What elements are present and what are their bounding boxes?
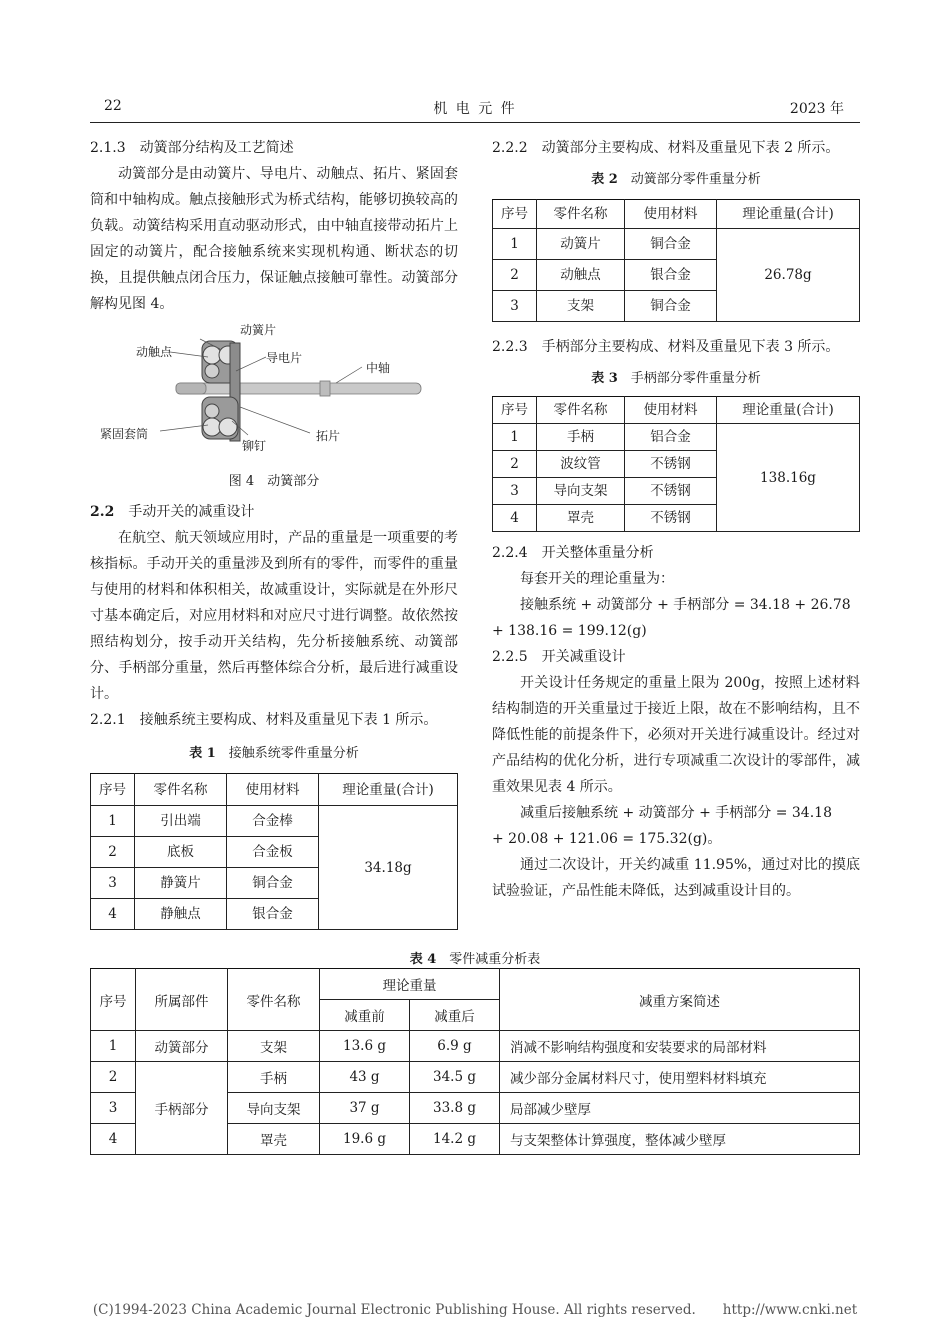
table-header: 零件名称 [537,200,625,229]
table-header: 减重方案简述 [500,969,860,1031]
table-cell: 33.8 g [410,1093,500,1124]
table-1-title: 接触系统零件重量分析 [228,746,359,761]
label-fastening-sleeve: 紧固套筒 [100,427,149,441]
section-2-2-5-heading: 2.2.5 开关减重设计 [492,649,626,665]
table-cell: 铜合金 [625,291,717,322]
table-cell: 导向支架 [228,1093,320,1124]
table-row [91,806,458,837]
table-cell: 13.6 g [320,1031,410,1062]
section-2-2-4-heading: 2.2.4 开关整体重量分析 [492,545,654,561]
table-header: 序号 [91,969,136,1031]
label-rivet: 铆钉 [242,439,267,453]
total-weight-equation: 接触系统 + 动簧部分 + 手柄部分 = 34.18 + 26.78 [520,597,851,613]
table-cell: 动簧部分 [136,1031,228,1062]
reduced-weight-equation: 减重后接触系统 + 动簧部分 + 手柄部分 = 34.18 [520,805,832,821]
section-2-2-1-heading: 2.2.1 接触系统主要构成、材料及重量见下表 1 所示。 [90,712,438,728]
table-row [91,1062,860,1093]
table-cell: 引出端 [135,806,227,837]
table-cell: 14.2 g [410,1124,500,1155]
table-cell: 合金棒 [227,806,319,837]
table-cell: 不锈钢 [625,505,717,532]
table-cell: 减少部分金属材料尺寸，使用塑料材料填充 [500,1062,860,1093]
table-header: 零件名称 [228,969,320,1031]
copyright-footer: (C)1994-2023 China Academic Journal Electronic Publishing House. All rights reserved. http://www.cnki.net [92,1302,858,1318]
table-header: 使用材料 [227,774,319,806]
table-total-cell: 26.78g [717,229,860,322]
table-cell: 19.6 g [320,1124,410,1155]
table-cell: 静触点 [135,899,227,930]
table-total-cell: 138.16g [717,424,860,532]
table-cell: 动簧片 [537,229,625,260]
table-header-row [91,969,860,1000]
table-cell: 动触点 [537,260,625,291]
table-header: 零件名称 [135,774,227,806]
journal-year: 2023 年 [789,101,844,117]
table-4-caption [90,948,860,967]
table-header: 减重前 [320,1000,410,1031]
section-2-2-heading [90,499,458,525]
table-row [493,424,860,451]
table-cell: 与支架整体计算强度，整体减少壁厚 [500,1124,860,1155]
table-cell: 2 [91,837,135,868]
table-2-title: 动簧部分零件重量分析 [630,172,761,187]
table-4-number: 表 4 [409,952,437,967]
table-cell: 2 [493,260,537,291]
section-2-1-3-heading: 2.1.3 动簧部分结构及工艺简述 [90,140,294,156]
table-header-row [91,774,458,806]
section-2-2-title: 手动开关的减重设计 [128,504,255,520]
journal-title: 机 电 元 件 [433,101,517,117]
section-2-2-3-heading: 2.2.3 手柄部分主要构成、材料及重量见下表 3 所示。 [492,339,840,355]
table-cell: 43 g [320,1062,410,1093]
table-cell: 支架 [537,291,625,322]
table-header: 序号 [91,774,135,806]
table-2-number: 表 2 [591,172,618,187]
table-cell: 手柄 [228,1062,320,1093]
section-2-2-2-heading: 2.2.2 动簧部分主要构成、材料及重量见下表 2 所示。 [492,140,840,156]
label-moving-spring: 动簧片 [240,323,277,337]
table-header: 所属部件 [136,969,228,1031]
page-number: 22 [104,98,122,114]
right-column [492,135,860,904]
table-cell: 不锈钢 [625,478,717,505]
table-cell: 6.9 g [410,1031,500,1062]
table-2-caption [492,167,860,193]
table-cell: 静簧片 [135,868,227,899]
table-cell: 手柄部分 [136,1062,228,1155]
table-cell: 3 [91,1093,136,1124]
table-4-title: 零件减重分析表 [449,952,541,967]
table-cell: 1 [91,1031,136,1062]
table-cell: 底板 [135,837,227,868]
table-row [493,229,860,260]
table-1 [90,773,458,930]
table-cell: 罩壳 [537,505,625,532]
figure-4 [90,325,458,495]
table-cell: 铜合金 [625,229,717,260]
table-cell: 合金板 [227,837,319,868]
table-1-number: 表 1 [189,746,216,761]
table-3-caption [492,366,860,392]
total-weight-result: + 138.16 = 199.12(g) [492,623,647,639]
label-moving-contact: 动触点 [136,345,173,359]
table-cell: 37 g [320,1093,410,1124]
table-3-title: 手柄部分零件重量分析 [630,371,761,386]
table-header: 理论重量 [320,969,500,1000]
table-cell: 2 [493,451,537,478]
table-header: 使用材料 [625,200,717,229]
table-cell: 手柄 [537,424,625,451]
table-cell: 34.5 g [410,1062,500,1093]
table-cell: 4 [91,1124,136,1155]
table-cell: 3 [91,868,135,899]
table-cell: 4 [493,505,537,532]
section-2-2-number: 2.2 [90,504,115,520]
table-cell: 消减不影响结构强度和安装要求的局部材料 [500,1031,860,1062]
table-header: 零件名称 [537,397,625,424]
table-header: 理论重量(合计) [717,397,860,424]
table-cell: 铝合金 [625,424,717,451]
table-cell: 波纹管 [537,451,625,478]
label-extension-piece: 拓片 [316,429,341,443]
figure-4-caption: 图 4 动簧部分 [228,474,320,489]
table-cell: 3 [493,478,537,505]
table-cell: 银合金 [625,260,717,291]
table-1-caption [90,741,458,767]
table-cell: 银合金 [227,899,319,930]
label-conductive-plate: 导电片 [266,351,303,365]
table-cell: 1 [91,806,135,837]
table-total-cell: 34.18g [319,806,458,930]
conclusion-paragraph: 通过二次设计，开关约减重 11.95%，通过对比的摸底试验验证，产品性能未降低，达到减重设计目的。 [492,857,860,899]
table-header: 理论重量(合计) [319,774,458,806]
table-cell: 1 [493,229,537,260]
table-header: 理论重量(合计) [717,200,860,229]
table-3-number: 表 3 [591,371,618,386]
header-rule [90,122,860,123]
table-cell: 不锈钢 [625,451,717,478]
table-cell: 铜合金 [227,868,319,899]
table-cell: 4 [91,899,135,930]
table-row [91,1031,860,1062]
table-header: 减重后 [410,1000,500,1031]
label-center-shaft: 中轴 [366,361,391,375]
table-cell: 2 [91,1062,136,1093]
table-2 [492,199,860,322]
table-cell: 1 [493,424,537,451]
table-cell: 3 [493,291,537,322]
reduced-weight-result: + 20.08 + 121.06 = 175.32(g)。 [492,831,722,847]
table-cell: 支架 [228,1031,320,1062]
table-header-row [493,397,860,424]
table-header: 序号 [493,397,537,424]
table-header: 序号 [493,200,537,229]
table-header: 使用材料 [625,397,717,424]
section-2-2-paragraph: 在航空、航天领域应用时，产品的重量是一项重要的考核指标。手动开关的重量涉及到所有的零件，而零件的重量与使用的材料和体积相关，故减重设计，实际就是在外形尺寸基本确定后，对应用材料和对应尺寸进行调整。故依然按照结构划分，按手动开关结构，先分析接触系统、动簧部分、手柄部分重量，然后再整体综合分析，最后进行减重设计。 [90,530,458,702]
section-2-1-3-paragraph: 动簧部分是由动簧片、导电片、动触点、拓片、紧固套筒和中轴构成。触点接触形式为桥式结构，能够切换较高的负载。动簧结构采用直动驱动形式，由中轴直接带动拓片上固定的动簧片，配合接触系统来实现机构通、断状态的切换，且提供触点闭合压力，保证触点接触可靠性。动簧部分解构见图 4。 [90,166,458,312]
table-cell: 导向支架 [537,478,625,505]
table-3 [492,396,860,532]
reduction-paragraph: 开关设计任务规定的重量上限为 200g，按照上述材料结构制造的开关重量过于接近上限，故在不影响结构，且不降低性能的前提条件下，必须对开关进行减重设计。经过对产品结构的优化分析，进行专项减重二次设计的零部件，减重效果见表 4 所示。 [492,675,860,795]
table-header-row [493,200,860,229]
total-weight-intro: 每套开关的理论重量为： [520,571,674,587]
table-cell: 局部减少壁厚 [500,1093,860,1124]
table-cell: 罩壳 [228,1124,320,1155]
table-4 [90,968,860,1155]
left-column [90,135,458,930]
